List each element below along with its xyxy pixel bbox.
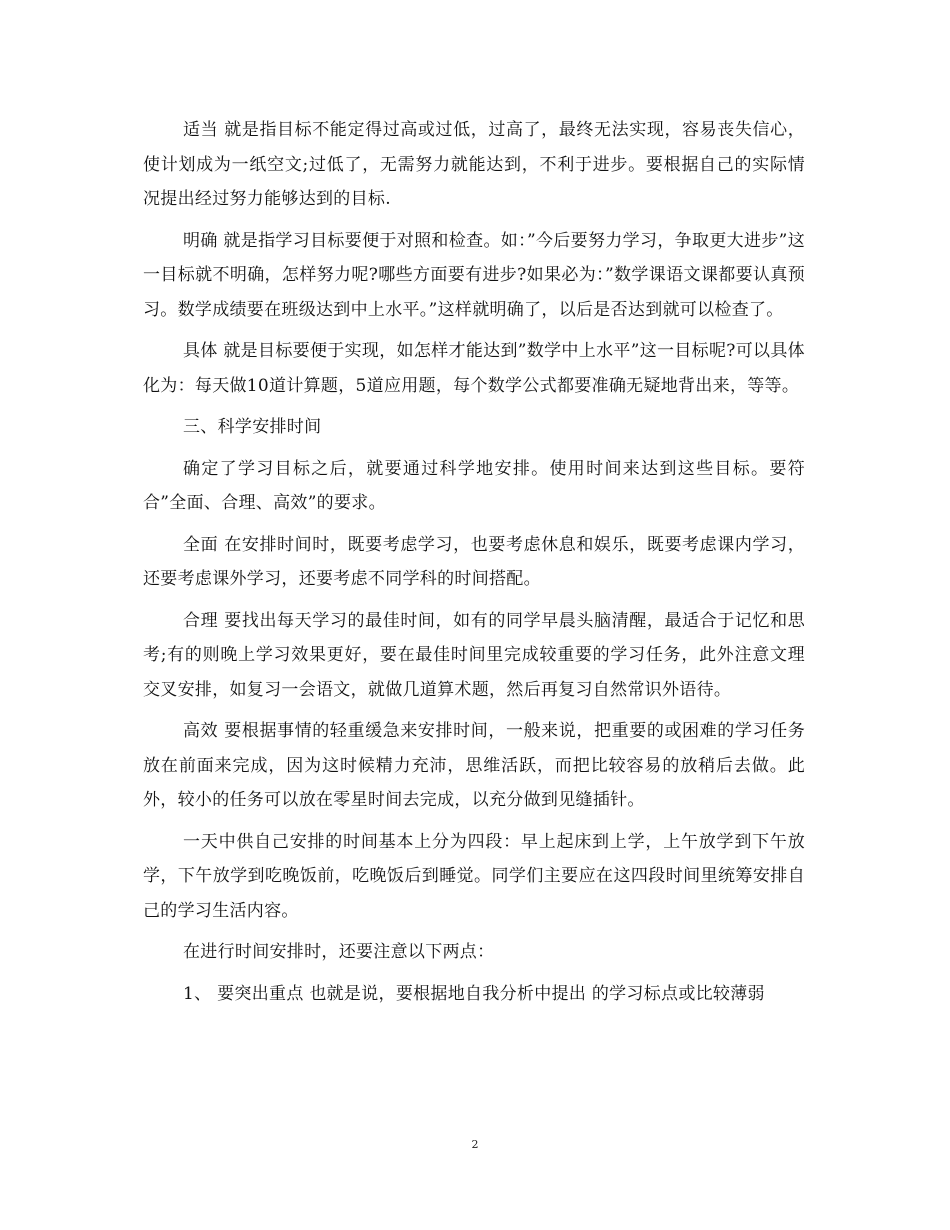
paragraph-day-segments: 一天中供自己安排的时间基本上分为四段：早上起床到上学，上午放学到下午放学，下午放学到吃晚饭前，吃晚饭后到睡觉。同学们主要应在这四段时间里统筹安排自己的学习生活内容。	[143, 831, 805, 921]
paragraph-two-points: 在进行时间安排时，还要注意以下两点：	[183, 942, 495, 962]
page-number: 2	[471, 1138, 479, 1151]
paragraph-specific-goal: 具体 就是目标要便于实现，如怎样才能达到”数学中上水平”这一目标呢?可以具体化为：每天做10道计算题，5道应用题，每个数学公式都要准确无疑地背出来，等等。	[143, 341, 805, 396]
paragraph-time-planning-intro: 确定了学习目标之后，就要通过科学地安排。使用时间来达到这些目标。要符合”全面、合理、高效”的要求。	[143, 458, 805, 513]
paragraph-appropriate-goal: 适当 就是指目标不能定得过高或过低，过高了，最终无法实现，容易丧失信心，使计划成为一纸空文;过低了，无需努力就能达到，不利于进步。要根据自己的实际情况提出经过努力能够达到的目标.	[143, 120, 805, 209]
paragraph-comprehensive: 全面 在安排时间时，既要考虑学习，也要考虑休息和娱乐，既要考虑课内学习，还要考虑课外学习，还要考虑不同学科的时间搭配。	[143, 534, 805, 589]
paragraph-clear-goal: 明确 就是指学习目标要便于对照和检查。如：”今后要努力学习，争取更大进步”这一目标就不明确，怎样努力呢?哪些方面要有进步?如果必为：”数学课语文课都要认真预习。数学成绩要在班级达到中上水平。”这样就明确了，以后是否达到就可以检查了。	[143, 230, 805, 320]
paragraph-efficient: 高效 要根据事情的轻重缓急来安排时间，一般来说，把重要的或困难的学习任务放在前面来完成，因为这时候精力充沛，思维活跃，而把比较容易的放稍后去做。此外，较小的任务可以放在零星时间去完成，以充分做到见缝插针。	[143, 721, 805, 810]
document-body	[143, 113, 805, 1018]
section-heading-time-planning: 三、科学安排时间	[183, 417, 322, 437]
paragraph-point-one: 1、 要突出重点 也就是说，要根据地自我分析中提出 的学习标点或比较薄弱	[183, 983, 765, 1004]
paragraph-reasonable: 合理 要找出每天学习的最佳时间，如有的同学早晨头脑清醒，最适合于记忆和思考;有的则晚上学习效果更好，要在最佳时间里完成较重要的学习任务，此外注意文理交叉安排，如复习一会语文，就做几道算术题，然后再复习自然常识外语待。	[143, 610, 805, 700]
